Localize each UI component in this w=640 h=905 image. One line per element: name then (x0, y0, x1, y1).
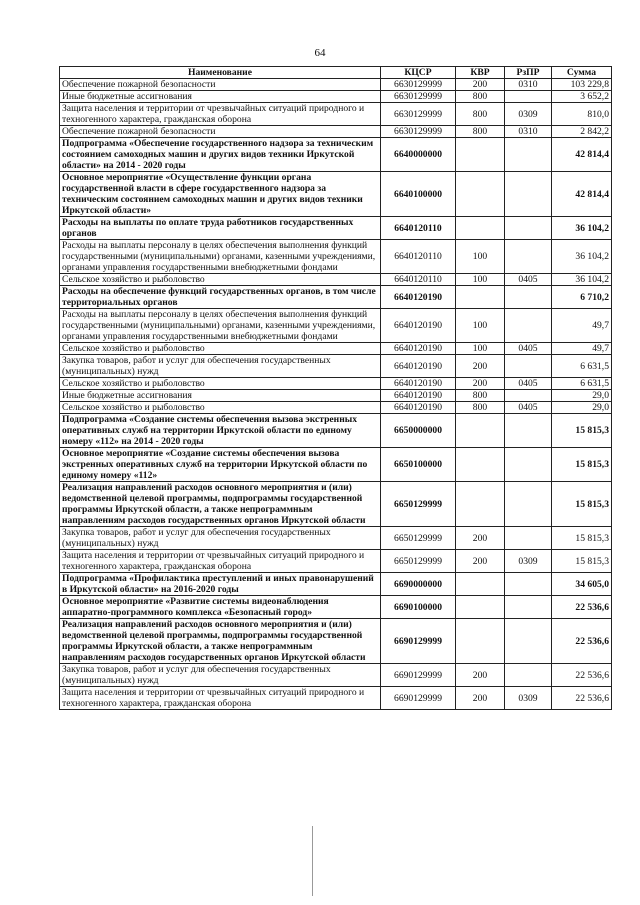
table-row (60, 274, 612, 286)
cell-kvr: 200 (456, 687, 505, 710)
cell-kvr (456, 217, 505, 240)
cell-rzpr: 0310 (505, 126, 552, 138)
cell-kcsr: 6690129999 (381, 619, 456, 664)
cell-rzpr (505, 172, 552, 217)
cell-sum: 15 815,3 (552, 550, 612, 573)
cell-kvr: 100 (456, 274, 505, 286)
cell-kvr: 200 (456, 664, 505, 687)
header-sum: Сумма (552, 67, 612, 79)
table-row (60, 343, 612, 355)
cell-kcsr: 6640120110 (381, 217, 456, 240)
cell-name: Расходы на обеспечение функций государственных органов, в том числе территориальных органов (60, 286, 381, 309)
cell-rzpr (505, 573, 552, 596)
cell-sum: 22 536,6 (552, 664, 612, 687)
cell-sum: 15 815,3 (552, 482, 612, 527)
cell-kcsr: 6630129999 (381, 103, 456, 126)
cell-name: Реализация направлений расходов основного мероприятия и (или) ведомственной целевой программы, подпрограммы государственной программы Иркутской области, а также непрограммным направлениям расходов государственных органов Иркутской области (60, 482, 381, 527)
cell-name: Обеспечение пожарной безопасности (60, 126, 381, 138)
cell-name: Подпрограмма «Создание системы обеспечения вызова экстренных оперативных служб на территории Иркутской области по единому номеру «112» на 2014 - 2020 годы (60, 414, 381, 448)
cell-name: Закупка товаров, работ и услуг для обеспечения государственных (муниципальных) нужд (60, 355, 381, 378)
table-row (60, 217, 612, 240)
cell-name: Иные бюджетные ассигнования (60, 91, 381, 103)
table-row (60, 390, 612, 402)
cell-rzpr (505, 448, 552, 482)
table-row (60, 687, 612, 710)
cell-kcsr: 6640120110 (381, 240, 456, 274)
cell-rzpr (505, 240, 552, 274)
cell-name: Сельское хозяйство и рыболовство (60, 378, 381, 390)
table-row (60, 240, 612, 274)
header-rzpr: РзПР (505, 67, 552, 79)
table-row (60, 402, 612, 414)
cell-kcsr: 6650000000 (381, 414, 456, 448)
cell-kcsr: 6650129999 (381, 527, 456, 550)
cell-name: Закупка товаров, работ и услуг для обеспечения государственных (муниципальных) нужд (60, 664, 381, 687)
cell-rzpr: 0309 (505, 687, 552, 710)
table-row (60, 378, 612, 390)
table-header-row (60, 67, 612, 79)
cell-kvr (456, 286, 505, 309)
budget-table (59, 66, 612, 710)
cell-rzpr: 0309 (505, 550, 552, 573)
table-body (60, 79, 612, 710)
cell-kcsr: 6650129999 (381, 550, 456, 573)
cell-kvr: 800 (456, 390, 505, 402)
cell-sum: 3 652,2 (552, 91, 612, 103)
table-row (60, 91, 612, 103)
cell-name: Сельское хозяйство и рыболовство (60, 274, 381, 286)
cell-kvr: 800 (456, 91, 505, 103)
cell-rzpr (505, 527, 552, 550)
cell-sum: 42 814,4 (552, 138, 612, 172)
table-row (60, 172, 612, 217)
table-row (60, 527, 612, 550)
cell-rzpr (505, 355, 552, 378)
cell-name: Расходы на выплаты персоналу в целях обеспечения выполнения функций государственными (муниципальными) органами, казенными учреждениями, органами управления государственными внебюджетными фондами (60, 240, 381, 274)
cell-kvr: 800 (456, 402, 505, 414)
cell-kvr (456, 172, 505, 217)
cell-rzpr (505, 482, 552, 527)
cell-kvr: 200 (456, 527, 505, 550)
cell-kcsr: 6640120190 (381, 309, 456, 343)
cell-sum: 22 536,6 (552, 596, 612, 619)
cell-kvr: 200 (456, 355, 505, 378)
cell-sum: 42 814,4 (552, 172, 612, 217)
cell-name: Основное мероприятие «Развитие системы видеонаблюдения аппаратно-программного комплекса «Безопасный город» (60, 596, 381, 619)
table-row (60, 414, 612, 448)
cell-rzpr (505, 138, 552, 172)
cell-kcsr: 6640120190 (381, 390, 456, 402)
cell-kcsr: 6650129999 (381, 482, 456, 527)
cell-kcsr: 6640120190 (381, 286, 456, 309)
cell-kcsr: 6630129999 (381, 126, 456, 138)
cell-rzpr: 0405 (505, 402, 552, 414)
cell-kvr: 200 (456, 378, 505, 390)
cell-name: Защита населения и территории от чрезвычайных ситуаций природного и техногенного характера, гражданская оборона (60, 103, 381, 126)
table-row (60, 619, 612, 664)
cell-rzpr: 0405 (505, 343, 552, 355)
table-row (60, 138, 612, 172)
cell-sum: 49,7 (552, 343, 612, 355)
cell-name: Сельское хозяйство и рыболовство (60, 343, 381, 355)
cell-sum: 810,0 (552, 103, 612, 126)
table-row (60, 309, 612, 343)
cell-name: Расходы на выплаты по оплате труда работников государственных органов (60, 217, 381, 240)
cell-sum: 22 536,6 (552, 619, 612, 664)
cell-kvr (456, 482, 505, 527)
cell-name: Основное мероприятие «Создание системы обеспечения вызова экстренных оперативных служб на территории Иркутской области по единому номеру «112» (60, 448, 381, 482)
cell-kvr: 100 (456, 343, 505, 355)
table-row (60, 286, 612, 309)
cell-rzpr: 0309 (505, 103, 552, 126)
cell-rzpr (505, 619, 552, 664)
cell-kcsr: 6690129999 (381, 687, 456, 710)
table-row (60, 448, 612, 482)
cell-sum: 6 710,2 (552, 286, 612, 309)
cell-kcsr: 6640000000 (381, 138, 456, 172)
cell-sum: 29,0 (552, 390, 612, 402)
cell-kcsr: 6640120110 (381, 274, 456, 286)
cell-name: Защита населения и территории от чрезвычайных ситуаций природного и техногенного характера, гражданская оборона (60, 550, 381, 573)
cell-kvr (456, 596, 505, 619)
cell-sum: 6 631,5 (552, 378, 612, 390)
cell-sum: 29,0 (552, 402, 612, 414)
cell-sum: 34 605,0 (552, 573, 612, 596)
cell-kcsr: 6640120190 (381, 402, 456, 414)
cell-rzpr (505, 91, 552, 103)
cell-kcsr: 6640120190 (381, 378, 456, 390)
table-row (60, 596, 612, 619)
cell-name: Подпрограмма «Обеспечение государственного надзора за техническим состоянием самоходных машин и других видов техники Иркутской области» на 2014 - 2020 годы (60, 138, 381, 172)
table-row (60, 482, 612, 527)
cell-kvr (456, 573, 505, 596)
cell-name: Подпрограмма «Профилактика преступлений и иных правонарушений в Иркутской области» на 2016-2020 годы (60, 573, 381, 596)
cell-kvr: 100 (456, 309, 505, 343)
cell-kvr (456, 138, 505, 172)
header-kvr: КВР (456, 67, 505, 79)
cell-kcsr: 6690129999 (381, 664, 456, 687)
cell-name: Иные бюджетные ассигнования (60, 390, 381, 402)
cell-kcsr: 6640120190 (381, 343, 456, 355)
cell-kcsr: 6640100000 (381, 172, 456, 217)
table-row (60, 573, 612, 596)
cell-rzpr (505, 414, 552, 448)
cell-sum: 6 631,5 (552, 355, 612, 378)
cell-kcsr: 6690100000 (381, 596, 456, 619)
cell-sum: 103 229,8 (552, 79, 612, 91)
cell-kvr: 800 (456, 103, 505, 126)
table-row (60, 550, 612, 573)
cell-kvr: 100 (456, 240, 505, 274)
table-row (60, 126, 612, 138)
table-row (60, 103, 612, 126)
cell-kvr: 200 (456, 550, 505, 573)
header-name: Наименование (60, 67, 381, 79)
cell-kcsr: 6650100000 (381, 448, 456, 482)
cell-rzpr (505, 309, 552, 343)
cell-sum: 36 104,2 (552, 217, 612, 240)
cell-sum: 15 815,3 (552, 448, 612, 482)
cell-name: Обеспечение пожарной безопасности (60, 79, 381, 91)
table-row (60, 355, 612, 378)
cell-sum: 22 536,6 (552, 687, 612, 710)
cell-name: Расходы на выплаты персоналу в целях обеспечения выполнения функций государственными (муниципальными) органами, казенными учреждениями, органами управления государственными внебюджетными фондами (60, 309, 381, 343)
cell-rzpr (505, 596, 552, 619)
cell-rzpr: 0405 (505, 378, 552, 390)
cell-kcsr: 6630129999 (381, 91, 456, 103)
cell-rzpr: 0405 (505, 274, 552, 286)
cell-sum: 36 104,2 (552, 240, 612, 274)
cell-kvr (456, 619, 505, 664)
cell-name: Сельское хозяйство и рыболовство (60, 402, 381, 414)
scan-artifact-line (312, 826, 313, 896)
cell-sum: 15 815,3 (552, 414, 612, 448)
table-row (60, 664, 612, 687)
cell-kcsr: 6630129999 (381, 79, 456, 91)
cell-rzpr: 0310 (505, 79, 552, 91)
cell-kcsr: 6640120190 (381, 355, 456, 378)
header-kcsr: КЦСР (381, 67, 456, 79)
table-row (60, 79, 612, 91)
cell-rzpr (505, 390, 552, 402)
page-number: 64 (314, 47, 326, 59)
cell-kvr (456, 414, 505, 448)
cell-rzpr (505, 217, 552, 240)
cell-rzpr (505, 286, 552, 309)
cell-name: Основное мероприятие «Осуществление функции органа государственной власти в сфере государственного надзора за техническим состоянием самоходных машин и других видов техники Иркутской области» (60, 172, 381, 217)
cell-sum: 49,7 (552, 309, 612, 343)
cell-kvr: 200 (456, 79, 505, 91)
cell-sum: 15 815,3 (552, 527, 612, 550)
cell-kvr (456, 448, 505, 482)
cell-sum: 36 104,2 (552, 274, 612, 286)
cell-rzpr (505, 664, 552, 687)
cell-name: Защита населения и территории от чрезвычайных ситуаций природного и техногенного характера, гражданская оборона (60, 687, 381, 710)
cell-kcsr: 6690000000 (381, 573, 456, 596)
cell-name: Закупка товаров, работ и услуг для обеспечения государственных (муниципальных) нужд (60, 527, 381, 550)
cell-kvr: 800 (456, 126, 505, 138)
cell-name: Реализация направлений расходов основного мероприятия и (или) ведомственной целевой программы, подпрограммы государственной программы Иркутской области, а также непрограммным направлениям расходов государственных органов Иркутской области (60, 619, 381, 664)
cell-sum: 2 842,2 (552, 126, 612, 138)
